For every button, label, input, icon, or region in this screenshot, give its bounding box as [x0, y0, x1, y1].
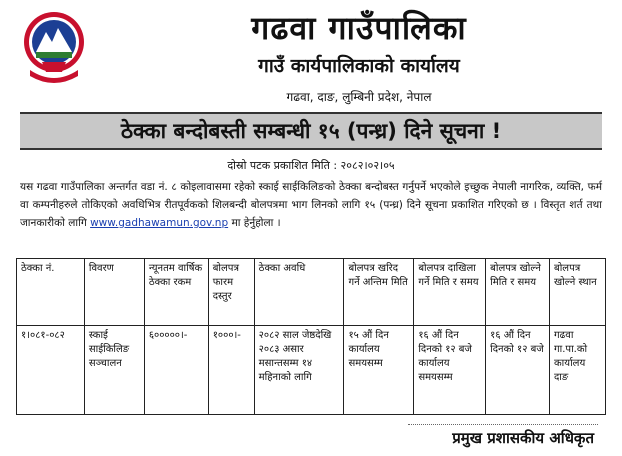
table-row: [17, 326, 606, 415]
table-header-cell: ठेक्का नं.: [17, 259, 85, 326]
notice-body-text: यस गढवा गाउँपालिका अन्तर्गत वडा नं. ८ कोइलावासमा रहेको स्काई साईकिलिङको ठेक्का बन्दोबस्त गर्नुपर्ने भएकोले इच्छुक नेपाली नागरिक, व्यक्ति, फर्म वा कम्पनीहरुले तोकिएको अवधिभित्र रीतपूर्वकको शिलबन्दी बोलपत्रमा भाग लिनको लागि १५ (पन्ध्र) दिने सूचना प्रकाशित गरिएको छ । विस्तृत शर्त तथा जानकारीको लागि: [20, 181, 602, 229]
table-cell: १।०८१-०८२: [17, 326, 85, 415]
notice-body-end: मा हेर्नुहोला ।: [228, 217, 281, 229]
table-cell: स्काई साईकिलिङ सञ्चालन: [84, 326, 144, 415]
table-cell: १६ औं दिन दिनको १२ बजे कार्यालय समयसम्म: [414, 326, 486, 415]
office-subtitle: गाउँ कार्यपालिकाको कार्यालय: [258, 55, 460, 77]
notice-heading: ठेक्का बन्दोबस्ती सम्बन्धी १५ (पन्ध्र) दिने सूचना !: [120, 119, 502, 143]
publication-date: दोस्रो पटक प्रकाशित मिति : २०८२।०२।०५: [227, 159, 395, 172]
table-header-cell: न्यूनतम वार्षिक ठेक्का रकम: [144, 259, 208, 326]
table-header-cell: बोलपत्र खोल्ने स्थान: [550, 259, 606, 326]
table-header-cell: बोलपत्र दाखिला गर्ने मिति र समय: [414, 259, 486, 326]
office-address: गढवा, दाङ, लुम्बिनी प्रदेश, नेपाल: [286, 90, 432, 104]
tender-table: [16, 258, 606, 415]
table-cell: गढवा गा.पा.को कार्यालय दाङ: [550, 326, 606, 415]
table-cell: १०००।-: [208, 326, 254, 415]
nepal-emblem-icon: [22, 8, 86, 86]
table-cell: ६०००००।-: [144, 326, 208, 415]
table-header-row: [17, 259, 606, 326]
table-header-cell: विवरण: [84, 259, 144, 326]
table-header-cell: बोलपत्र खरिद गर्ने अन्तिम मिति: [344, 259, 414, 326]
signature-line: [408, 424, 598, 425]
table-cell: १५ औं दिन कार्यालय समयसम्म: [344, 326, 414, 415]
table-header-cell: ठेक्का अवधि: [254, 259, 344, 326]
signatory-title: प्रमुख प्रशासकीय अधिकृत: [452, 429, 594, 447]
website-link[interactable]: www.gadhawamun.gov.np: [90, 217, 229, 229]
table-header-cell: बोलपत्र फारम दस्तुर: [208, 259, 254, 326]
table-cell: २०८२ साल जेष्ठदेखि २०८३ असार मसान्तसम्म १४ महिनाको लागि: [254, 326, 344, 415]
page-title: गढवा गाउँपालिका: [251, 9, 467, 47]
table-header-cell: बोलपत्र खोल्ने मिति र समय: [486, 259, 550, 326]
table-cell: १६ औं दिन दिनको १२ बजे: [486, 326, 550, 415]
notice-body: [20, 178, 602, 232]
